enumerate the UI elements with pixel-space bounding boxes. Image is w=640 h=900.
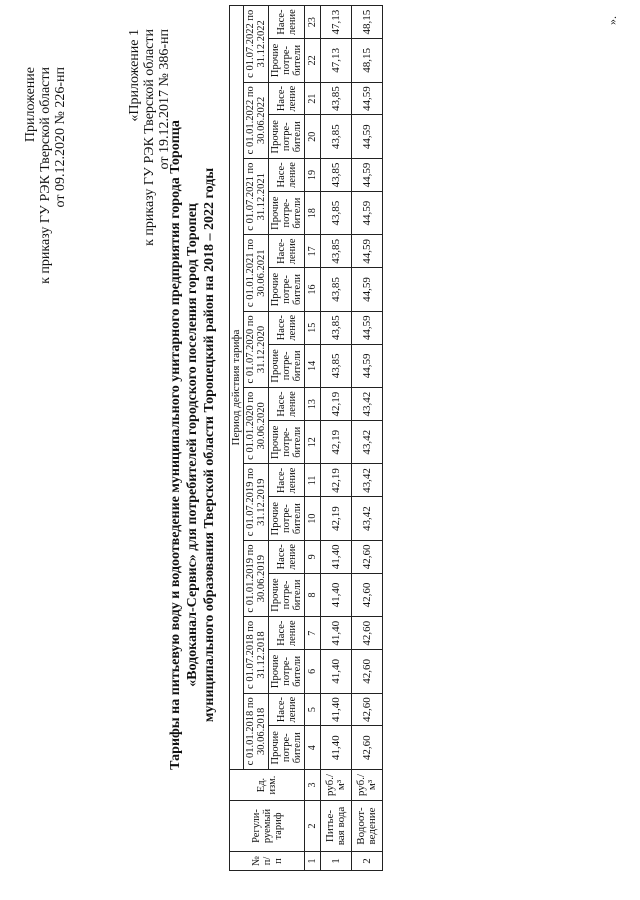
period-2022-h1: с 01.01.2022 по 30.06.2022 bbox=[244, 82, 269, 158]
period-2020-h1: с 01.01.2020 по 30.06.2020 bbox=[244, 388, 269, 464]
appendix1-header-line3: от 19.12.2017 № 386-нп bbox=[157, 29, 172, 170]
tariff-value-cell: 47,13 bbox=[321, 6, 352, 39]
column-number-row bbox=[305, 6, 321, 871]
sub-population: Насе-ление bbox=[269, 388, 305, 421]
tariff-value-cell: 42,60 bbox=[352, 693, 383, 726]
tariff-value-cell: 43,85 bbox=[321, 311, 352, 344]
tariff-value-cell: 42,19 bbox=[321, 497, 352, 541]
tariff-value-cell: 41,40 bbox=[321, 726, 352, 770]
tariff-value-cell: 48,15 bbox=[352, 6, 383, 39]
column-number-cell: 23 bbox=[305, 6, 321, 39]
period-2019-h1: с 01.01.2019 по 30.06.2019 bbox=[244, 540, 269, 616]
sub-other: Прочие потре-бители bbox=[269, 497, 305, 541]
tariff-value-cell: 42,19 bbox=[321, 388, 352, 421]
column-number-cell: 9 bbox=[305, 540, 321, 573]
column-number-cell: 15 bbox=[305, 311, 321, 344]
sub-population: Насе-ление bbox=[269, 464, 305, 497]
table-header-row-3 bbox=[269, 6, 305, 871]
appendix1-header bbox=[127, 29, 172, 246]
tariff-value-cell: 42,60 bbox=[352, 726, 383, 770]
table-row bbox=[321, 6, 352, 871]
column-number-cell: 12 bbox=[305, 420, 321, 464]
tariff-value-cell: 42,19 bbox=[321, 420, 352, 464]
sub-population: Насе-ление bbox=[269, 617, 305, 650]
tariff-value-cell: 47,13 bbox=[321, 39, 352, 83]
sub-other: Прочие потре-бители bbox=[269, 726, 305, 770]
row-number-cell: 1 bbox=[321, 852, 352, 871]
period-2018-h1: с 01.01.2018 по 30.06.2018 bbox=[244, 693, 269, 769]
period-2018-h2: с 01.07.2018 по 31.12.2018 bbox=[244, 617, 269, 693]
column-number-cell: 19 bbox=[305, 159, 321, 192]
column-number-cell: 17 bbox=[305, 235, 321, 268]
tariff-value-cell: 43,85 bbox=[321, 159, 352, 192]
appendix-header-line3: от 09.12.2020 № 226-нп bbox=[53, 67, 68, 208]
tariff-value-cell: 42,60 bbox=[352, 573, 383, 617]
column-number-cell: 7 bbox=[305, 617, 321, 650]
table-row bbox=[352, 6, 383, 871]
sub-population: Насе-ление bbox=[269, 540, 305, 573]
unit-cell: руб./м³ bbox=[321, 770, 352, 801]
tariff-name-cell: Питье-вая вода bbox=[321, 801, 352, 852]
tariff-value-cell: 43,42 bbox=[352, 497, 383, 541]
closing-quote: ». bbox=[605, 16, 619, 25]
sub-other: Прочие потре-бители bbox=[269, 420, 305, 464]
tariff-value-cell: 44,59 bbox=[352, 344, 383, 388]
sub-other: Прочие потре-бители bbox=[269, 268, 305, 312]
column-number-cell: 16 bbox=[305, 268, 321, 312]
column-number-cell: 20 bbox=[305, 115, 321, 159]
column-number-cell: 3 bbox=[305, 770, 321, 801]
appendix-header-line2: к приказу ГУ РЭК Тверской области bbox=[38, 67, 53, 284]
column-number-cell: 4 bbox=[305, 726, 321, 770]
tariff-value-cell: 41,40 bbox=[321, 693, 352, 726]
column-number-cell: 5 bbox=[305, 693, 321, 726]
tariff-value-cell: 43,42 bbox=[352, 388, 383, 421]
tariff-value-cell: 44,59 bbox=[352, 115, 383, 159]
tariff-value-cell: 43,85 bbox=[321, 235, 352, 268]
tariff-value-cell: 43,85 bbox=[321, 115, 352, 159]
tariff-value-cell: 43,42 bbox=[352, 464, 383, 497]
title-line1: Тарифы на питьевую воду и водоотведение муниципального унитарного предприятия города Торопца bbox=[168, 120, 183, 770]
table-header-row-2 bbox=[244, 6, 269, 871]
sub-population: Насе-ление bbox=[269, 82, 305, 115]
tariff-value-cell: 44,59 bbox=[352, 268, 383, 312]
period-2021-h2: с 01.07.2021 по 31.12.2021 bbox=[244, 159, 269, 235]
column-number-cell: 10 bbox=[305, 497, 321, 541]
tariff-value-cell: 44,59 bbox=[352, 82, 383, 115]
column-number-cell: 6 bbox=[305, 650, 321, 694]
title-line2: «Водоканал-Сервис» для потребителей городского поселения город Торопец bbox=[185, 203, 200, 687]
appendix-header-line1: Приложение bbox=[23, 67, 38, 143]
appendix1-header-line2: к приказу ГУ РЭК Тверской области bbox=[142, 29, 157, 246]
column-number-cell: 13 bbox=[305, 388, 321, 421]
header-unit: Ед. изм. bbox=[230, 770, 305, 801]
header-period: Период действия тарифа bbox=[230, 6, 244, 770]
sub-other: Прочие потре-бители bbox=[269, 191, 305, 235]
sub-population: Насе-ление bbox=[269, 6, 305, 39]
tariff-table bbox=[229, 5, 383, 871]
sub-other: Прочие потре-бители bbox=[269, 344, 305, 388]
tariff-value-cell: 44,59 bbox=[352, 191, 383, 235]
sub-population: Насе-ление bbox=[269, 235, 305, 268]
tariff-value-cell: 41,40 bbox=[321, 617, 352, 650]
tariff-value-cell: 41,40 bbox=[321, 573, 352, 617]
tariff-value-cell: 43,85 bbox=[321, 191, 352, 235]
sub-other: Прочие потре-бители bbox=[269, 573, 305, 617]
tariff-value-cell: 42,60 bbox=[352, 540, 383, 573]
sub-population: Насе-ление bbox=[269, 311, 305, 344]
title-line3: муниципального образования Тверской области Торопецкий район на 2018 – 2022 годы bbox=[202, 167, 217, 723]
tariff-value-cell: 43,42 bbox=[352, 420, 383, 464]
table-body bbox=[321, 6, 383, 871]
sub-other: Прочие потре-бители bbox=[269, 115, 305, 159]
tariff-value-cell: 42,60 bbox=[352, 650, 383, 694]
row-number-cell: 2 bbox=[352, 852, 383, 871]
tariff-name-cell: Водоот-ведение bbox=[352, 801, 383, 852]
column-number-cell: 11 bbox=[305, 464, 321, 497]
sub-population: Насе-ление bbox=[269, 159, 305, 192]
rotated-page bbox=[15, 5, 625, 885]
sub-other: Прочие потре-бители bbox=[269, 39, 305, 83]
header-tariff: Регули-руемый тариф bbox=[230, 801, 305, 852]
sub-other: Прочие потре-бители bbox=[269, 650, 305, 694]
column-number-cell: 1 bbox=[305, 852, 321, 871]
period-2020-h2: с 01.07.2020 по 31.12.2020 bbox=[244, 311, 269, 387]
column-number-cell: 2 bbox=[305, 801, 321, 852]
tariff-value-cell: 41,40 bbox=[321, 650, 352, 694]
column-number-cell: 22 bbox=[305, 39, 321, 83]
tariff-value-cell: 44,59 bbox=[352, 235, 383, 268]
document-title bbox=[167, 45, 218, 845]
column-number-cell: 8 bbox=[305, 573, 321, 617]
tariff-value-cell: 41,40 bbox=[321, 540, 352, 573]
tariff-value-cell: 43,85 bbox=[321, 268, 352, 312]
appendix1-header-line1: «Приложение 1 bbox=[127, 29, 142, 122]
header-no: № п/п bbox=[230, 852, 305, 871]
period-2022-h2: с 01.07.2022 по 31.12.2022 bbox=[244, 6, 269, 83]
column-number-cell: 21 bbox=[305, 82, 321, 115]
tariff-value-cell: 43,85 bbox=[321, 82, 352, 115]
tariff-value-cell: 44,59 bbox=[352, 159, 383, 192]
tariff-value-cell: 44,59 bbox=[352, 311, 383, 344]
tariff-value-cell: 42,60 bbox=[352, 617, 383, 650]
unit-cell: руб./м³ bbox=[352, 770, 383, 801]
sub-population: Насе-ление bbox=[269, 693, 305, 726]
table-header-row-1 bbox=[230, 6, 244, 871]
period-2019-h2: с 01.07.2019 по 31.12.2019 bbox=[244, 464, 269, 540]
column-number-cell: 18 bbox=[305, 191, 321, 235]
appendix-header bbox=[23, 67, 68, 284]
tariff-value-cell: 48,15 bbox=[352, 39, 383, 83]
tariff-value-cell: 43,85 bbox=[321, 344, 352, 388]
period-2021-h1: с 01.01.2021 по 30.06.2021 bbox=[244, 235, 269, 311]
column-number-cell: 14 bbox=[305, 344, 321, 388]
tariff-value-cell: 42,19 bbox=[321, 464, 352, 497]
